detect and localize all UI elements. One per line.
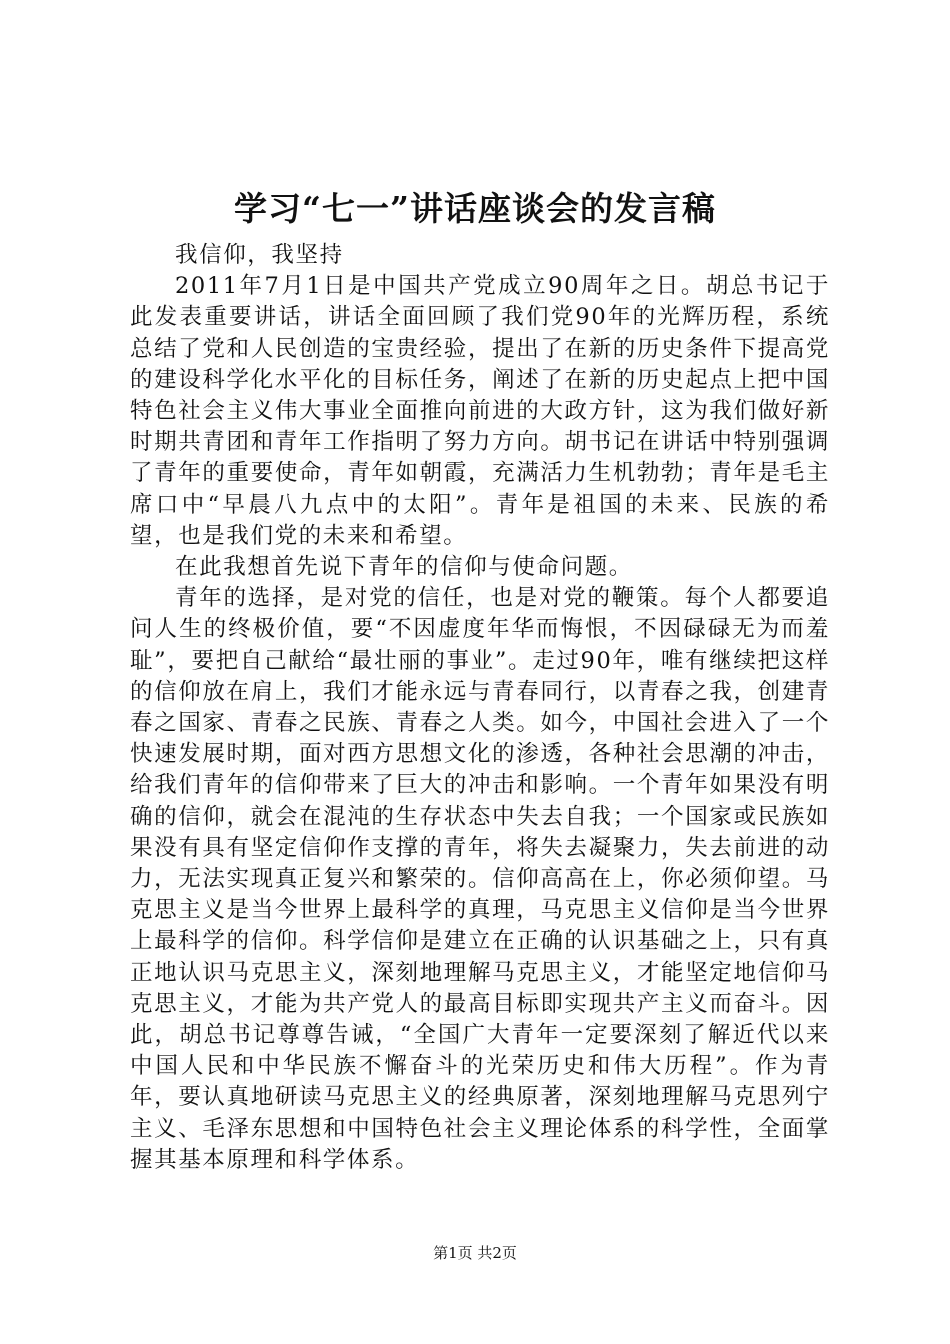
paragraph-2: 在此我想首先说下青年的信仰与使命问题。	[175, 554, 633, 581]
document-body	[130, 240, 830, 1176]
document-title: 学习“七一”讲话座谈会的发言稿	[234, 189, 716, 228]
paragraph-subtitle: 我信仰，我坚持	[175, 242, 344, 268]
paragraph-3: 青年的选择，是对党的信任，也是对党的鞭策。每个人都要追问人生的终极价值，要“不因虚度年华而悔恨，不因碌碌无为而羞耻”，要把自己献给“最壮丽的事业”。走过90年，唯有继续把这样的信仰放在肩上，我们才能永远与青春同行，以青春之我，创建青春之国家、青春之民族、青春之人类。如今，中国社会进入了一个快速发展时期，面对西方思想文化的渗透，各种社会思潮的冲击，给我们青年的信仰带来了巨大的冲击和影响。一个青年如果没有明确的信仰，就会在混沌的生存状态中失去自我；一个国家或民族如果没有具有坚定信仰作支撑的青年，将失去凝聚力，失去前进的动力，无法实现真正复兴和繁荣的。信仰高高在上，你必须仰望。马克思主义是当今世界上最科学的真理，马克思主义信仰是当今世界上最科学的信仰。科学信仰是建立在正确的认识基础之上，只有真正地认识马克思主义，深刻地理解马克思主义，才能坚定地信仰马克思主义，才能为共产党人的最高目标即实现共产主义而奋斗。因此，胡总书记尊尊告诫，“全国广大青年一定要深刻了解近代以来中国人民和中华民族不懈奋斗的光荣历史和伟大历程”。作为青年，要认真地研读马克思主义的经典原著，深刻地理解马克思列宁主义、毛泽东思想和中国特色社会主义理论体系的科学性，全面掌握其基本原理和科学体系。	[130, 585, 830, 1173]
page-footer: 第1页 共2页	[433, 1244, 517, 1262]
paragraph-1: 2011年7月1日是中国共产党成立90周年之日。胡总书记于此发表重要讲话，讲话全面回顾了我们党90年的光辉历程，系统总结了党和人民创造的宝贵经验，提出了在新的历史条件下提高党的建设科学化水平化的目标任务，阐述了在新的历史起点上把中国特色社会主义伟大事业全面推向前进的大政方针，这为我们做好新时期共青团和青年工作指明了努力方向。胡书记在讲话中特别强调了青年的重要使命，青年如朝霞，充满活力生机勃勃；青年是毛主席口中“早晨八九点中的太阳”。青年是祖国的未来、民族的希望，也是我们党的未来和希望。	[130, 273, 830, 549]
